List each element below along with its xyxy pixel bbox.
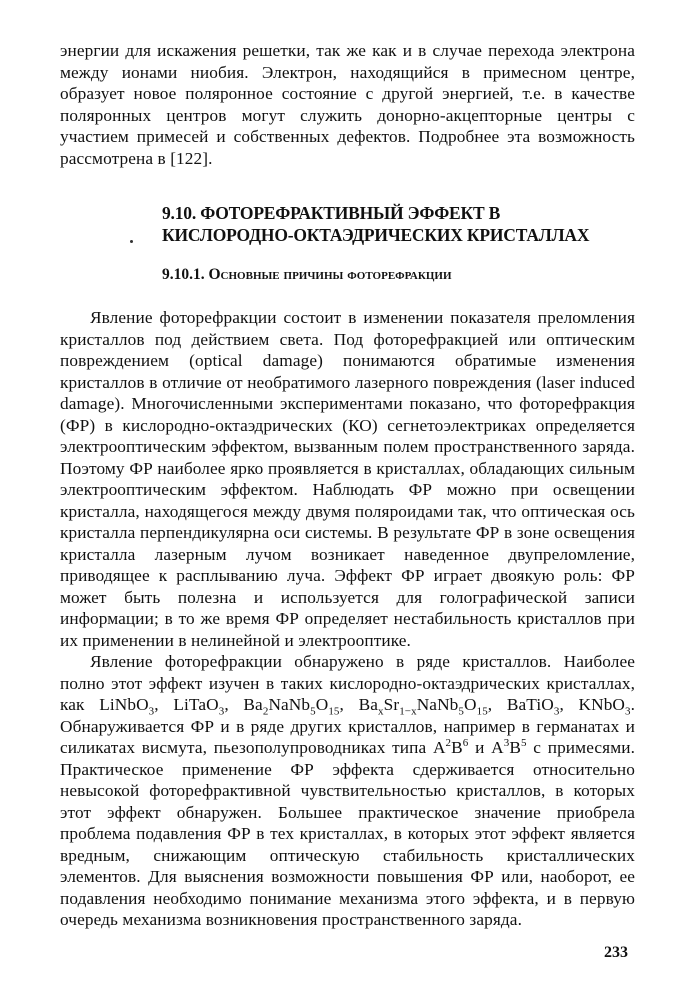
crystal-litao3: LiTaO$_3$	[173, 695, 225, 718]
paragraph-2-part1: Явление фоторефракции обнаружено в ряде кристаллов. Наиболее полно этот эффект изучен в таких кислородно-октаэдрических кристаллах, как	[60, 652, 635, 714]
page-number: 233	[604, 944, 628, 961]
type-a3b5: $A^3B^5$	[491, 737, 527, 757]
paragraph-2-part2: Обнаруживается ФР и в ряде других кристаллов, например в германатах и силикатах висмута, пьезополупроводниках типа	[60, 716, 635, 757]
section-number: 9.10.	[162, 203, 197, 223]
crystal-ba2nanb5o15: $Ba_2NaNb_5O_{15}$	[243, 695, 340, 718]
section-title	[162, 202, 635, 246]
section-title-line1: ФОТОРЕФРАКТИВНЫЙ ЭФФЕКТ В	[200, 203, 501, 223]
crystal-batio3: BaTiO$_3$	[506, 695, 560, 718]
subsection-title-text: Основные причины фоторефракции	[208, 266, 452, 283]
paragraph-1: Явление фоторефракции состоит в изменении показателя преломления кристаллов под действием света. Под фоторефракцией или оптическим повреждением (optical damage) понимаются обратимые изменения кристаллов в отличие от необратимого лазерного повреждения (laser induced damage). Многочисленными экспериментами показано, что фоторефракция (ФР) в кислородно-октаэдрических (КО) сегнетоэлектриках определяется электрооптическим эффектом, вызванным полем пространственного заряда. Поэтому ФР наиболее ярко проявляется в кристаллах, обладающих сильным электрооптическим эффектом. Наблюдать ФР можно при освещении кристалла, находящегося между двумя поляроидами так, что оптическая ось кристалла перпендикулярна оси системы. В результате ФР в зоне освещения кристалла лазерным лучом возникает наведенное двупреломление, приводящее к расплыванию луча. Эффект ФР играет двоякую роль: ФР может быть полезна и используется для голографической записи информации; в то же время ФР определяет нестабильность кристаллов при их применении в нелинейной и электрооптике.	[60, 308, 635, 650]
paragraph-2: Явление фоторефракции обнаружено в ряде кристаллов. Наиболее полно этот эффект изучен в таких кислородно-октаэдрических кристаллах, как LiNbO$_3$, LiTaO$_3$, $Ba_2NaNb_5O_{15}$, $Ba_xSr_{1-x}NaNb_5O_{15}$, BaTiO$_3$, KNbO$_3$. Обнаруживается ФР и в ряде других кристаллов, например в германатах и силикатах висмута, пьезополупроводниках типа $A^2B^6$ и $A^3B^5$ с примесями. Практическое применение ФР эффекта сдерживается относительно невысокой фоторефрактивной чувствительностью кристаллов, в которых этот эффект обнаружен. Большее практическое значение приобрела проблема подавления ФР в тех кристаллах, в которых этот эффект является вредным, снижающим оптическую стабильность кристаллических элементов. Для выяснения возможности повышения ФР или, наоборот, ее подавления необходимо понимание механизма этого эффекта, и в первую очередь механизма возникновения пространственного заряда.	[60, 652, 636, 929]
intro-paragraph: энергии для искажения решетки, так же как и в случае перехода электрона между ионами ниобия. Электрон, находящийся в примесном центре, образует новое поляронное состояние с другой энергией, т.е. в качестве поляронных центров могут служить донорно-акцепторные центры с участием примесей и собственных дефектов. Подробнее эта возможность рассмотрена в [122].	[60, 41, 635, 168]
page-body	[60, 40, 635, 931]
and-word: и	[475, 738, 485, 757]
crystal-linbo3: LiNbO$_3$	[99, 695, 155, 718]
paragraph-2-part3: с примесями. Практическое применение ФР эффекта сдерживается относительно невысокой фоторефрактивной чувствительностью кристаллов, в которых этот эффект обнаружен. Большее практическое значение приобрела проблема подавления ФР в тех кристаллах, в которых этот эффект является вредным, снижающим оптическую стабильность кристаллических элементов. Для выяснения возможности повышения ФР или, наоборот, ее подавления необходимо понимание механизма этого эффекта, и в первую очередь механизма возникновения пространственного заряда.	[60, 738, 636, 929]
crystal-baxsr1-xnanb5o15: $Ba_xSr_{1-x}NaNb_5O_{15}$	[358, 695, 488, 718]
type-a2b6: $A^2B^6$	[432, 737, 469, 757]
stray-dot	[130, 240, 133, 243]
subsection-title	[162, 265, 635, 285]
section-title-line2: КИСЛОРОДНО-ОКТАЭДРИЧЕСКИХ КРИСТАЛЛАХ	[162, 225, 590, 245]
subsection-number: 9.10.1.	[162, 266, 205, 283]
crystal-knbo3: KNbO$_3$	[578, 695, 631, 718]
